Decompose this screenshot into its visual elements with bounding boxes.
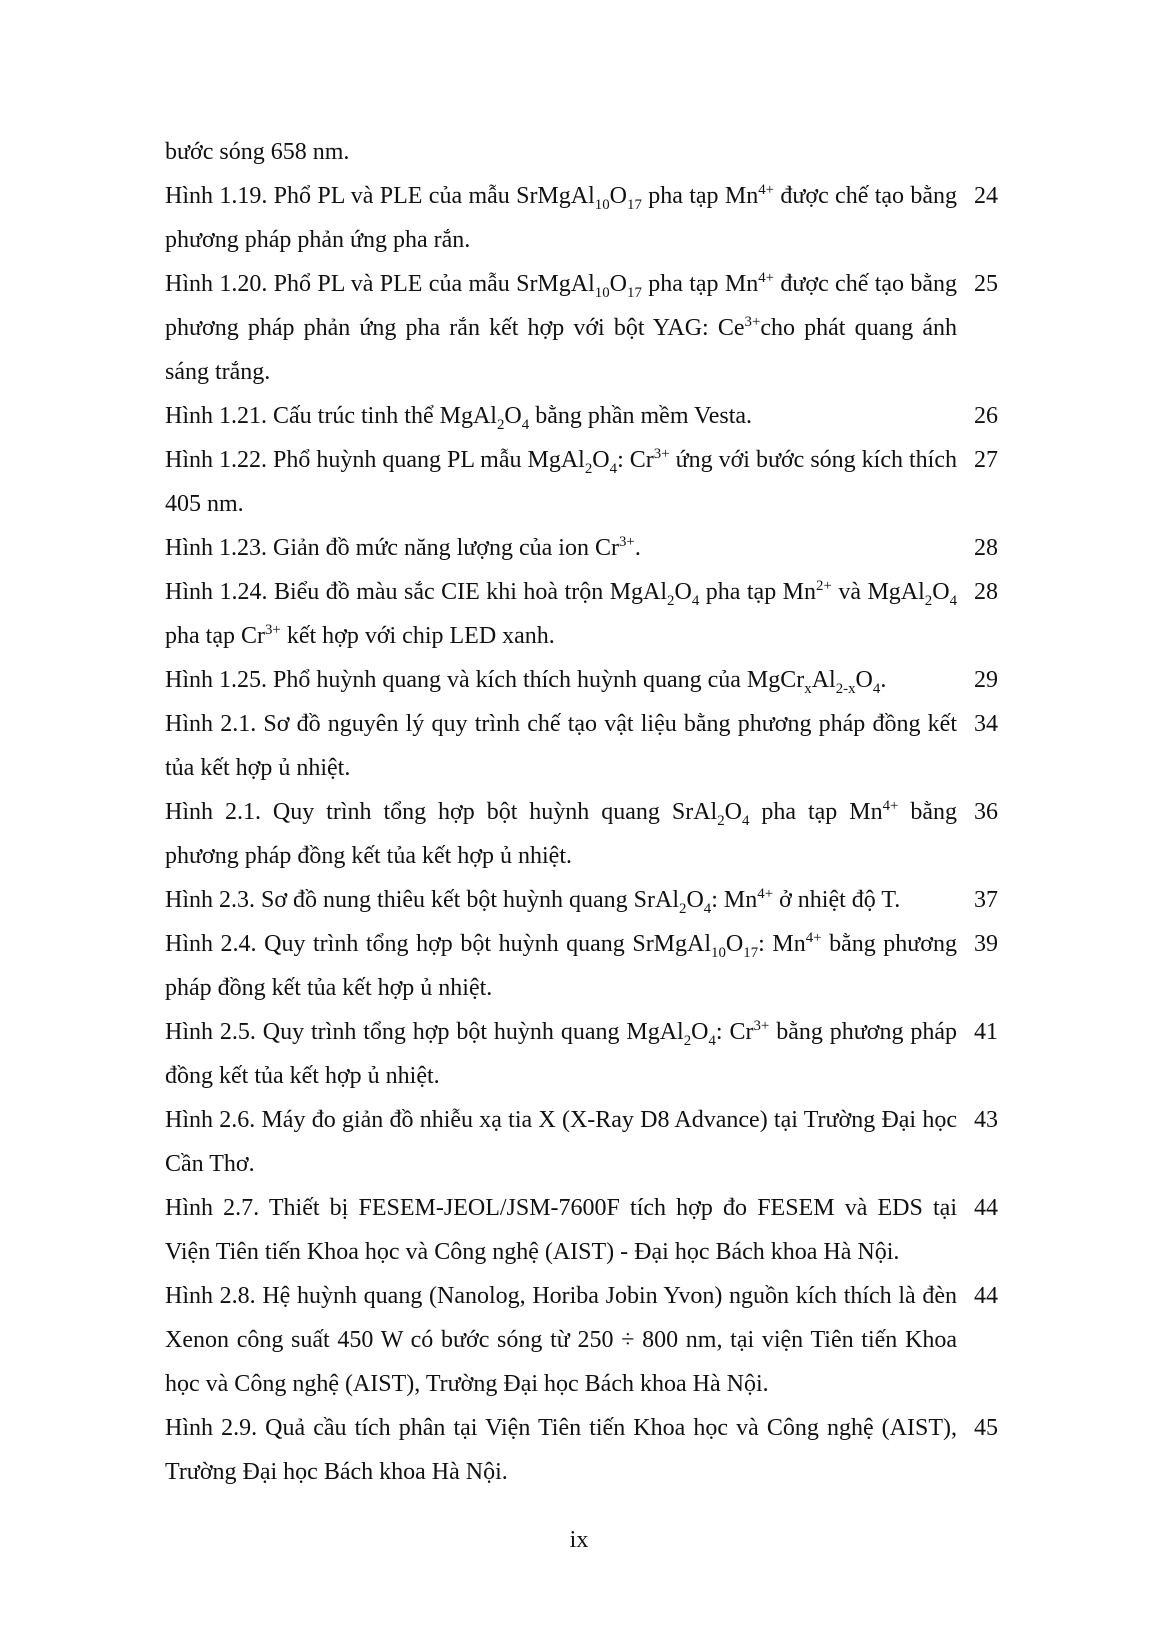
figure-entry bbox=[165, 1274, 998, 1406]
figure-page-number: 39 bbox=[974, 931, 998, 957]
figure-page-number: 27 bbox=[974, 447, 998, 473]
figure-entry bbox=[165, 702, 998, 790]
figure-page-number: 43 bbox=[974, 1107, 998, 1133]
figure-entry bbox=[165, 526, 998, 570]
figure-caption: Hình 1.25. Phổ huỳnh quang và kích thích huỳnh quang của $MgCr_xAl_{2-x}O_4$. bbox=[165, 667, 887, 697]
figure-caption: Hình 1.23. Giản đồ mức năng lượng của ion $Cr^{3+}$. bbox=[165, 534, 641, 561]
figure-caption: Hình 1.19. Phổ PL và PLE của mẫu $SrMgAl_{10}O_{17}$ pha tạp $Mn^{4+}$ được chế tạo bằng phương pháp phản ứng pha rắn. bbox=[165, 182, 958, 253]
figure-caption: Hình 2.6. Máy đo giản đồ nhiễu xạ tia X (X-Ray D8 Advance) tại Trường Đại học Cần Thơ. bbox=[165, 1107, 957, 1177]
figure-caption: Hình 1.24. Biểu đồ màu sắc CIE khi hoà trộn $MgAl_2O_4$ pha tạp $Mn^{2+}$ và $MgAl_2O_4$ pha tạp $Cr^{3+}$ kết hợp với chip LED xanh. bbox=[165, 578, 958, 649]
figure-caption: Hình 2.9. Quả cầu tích phân tại Viện Tiên tiến Khoa học và Công nghệ (AIST), Trường Đại học Bách khoa Hà Nội. bbox=[165, 1415, 957, 1485]
figure-caption: Hình 2.3. Sơ đồ nung thiêu kết bột huỳnh quang $SrAl_2O_4$: $Mn^{4+}$ ở nhiệt độ T. bbox=[165, 886, 901, 917]
figure-page-number: 36 bbox=[974, 799, 998, 825]
figure-list bbox=[165, 130, 998, 1494]
figure-caption: Hình 1.20. Phổ PL và PLE của mẫu $SrMgAl_{10}O_{17}$ pha tạp $Mn^{4+}$ được chế tạo bằng phương pháp phản ứng pha rắn kết hợp với bột YAG: $Ce^{3+}cho$ phát quang ánh sáng trắng. bbox=[165, 270, 958, 385]
figure-entry bbox=[165, 1406, 998, 1494]
figure-page-number: 29 bbox=[974, 667, 998, 693]
figure-entry bbox=[165, 878, 998, 922]
page-number: ix bbox=[569, 1527, 589, 1553]
figure-entry bbox=[165, 790, 998, 878]
figure-entry bbox=[165, 922, 998, 1010]
figure-page-number: 41 bbox=[974, 1019, 998, 1045]
figure-entry bbox=[165, 1098, 998, 1186]
figure-caption: Hình 2.5. Quy trình tổng hợp bột huỳnh quang $MgAl_2O_4$: $Cr^{3+}$ bằng phương pháp đồng kết tủa kết hợp ủ nhiệt. bbox=[165, 1018, 957, 1089]
figure-page-number: 28 bbox=[974, 535, 998, 561]
figure-entry bbox=[165, 130, 998, 174]
figure-caption: Hình 2.4. Quy trình tổng hợp bột huỳnh quang $SrMgAl_{10}O_{17}$: $Mn^{4+}$ bằng phương pháp đồng kết tủa kết hợp ủ nhiệt. bbox=[165, 930, 957, 1001]
figure-page-number: 44 bbox=[974, 1195, 998, 1221]
figure-caption: Hình 2.1. Quy trình tổng hợp bột huỳnh quang $SrAl_2O_4$ pha tạp $Mn^{4+}$ bằng phương pháp đồng kết tủa kết hợp ủ nhiệt. bbox=[165, 798, 958, 869]
figure-page-number: 45 bbox=[974, 1415, 998, 1441]
figure-entry bbox=[165, 658, 998, 702]
figure-entry bbox=[165, 570, 998, 658]
figure-entry bbox=[165, 394, 998, 438]
figure-caption: Hình 2.1. Sơ đồ nguyên lý quy trình chế tạo vật liệu bằng phương pháp đồng kết tủa kết hợp ủ nhiệt. bbox=[165, 711, 957, 781]
figure-page-number: 28 bbox=[974, 579, 998, 605]
figure-entry bbox=[165, 174, 998, 262]
figure-caption: Hình 1.22. Phổ huỳnh quang PL mẫu $MgAl_2O_4$: $Cr^{3+}$ ứng với bước sóng kích thích 405 nm. bbox=[165, 446, 957, 517]
figure-caption: Hình 2.8. Hệ huỳnh quang (Nanolog, Horiba Jobin Yvon) nguồn kích thích là đèn Xenon công suất 450 W có bước sóng từ 250 ÷ 800 nm, tại viện Tiên tiến Khoa học và Công nghệ (AIST), Trường Đại học Bách khoa Hà Nội. bbox=[165, 1283, 957, 1397]
figure-page-number: 26 bbox=[974, 403, 998, 429]
figure-page-number: 44 bbox=[974, 1283, 998, 1309]
figure-page-number: 37 bbox=[974, 887, 998, 913]
figure-page-number: 25 bbox=[974, 271, 998, 297]
figure-entry bbox=[165, 1186, 998, 1274]
figure-entry bbox=[165, 262, 998, 394]
figure-page-number: 34 bbox=[974, 711, 998, 737]
figure-page-number: 24 bbox=[974, 183, 998, 209]
figure-caption: Hình 2.7. Thiết bị FESEM-JEOL/JSM-7600F tích hợp đo FESEM và EDS tại Viện Tiên tiến Khoa học và Công nghệ (AIST) - Đại học Bách khoa Hà Nội. bbox=[165, 1195, 957, 1265]
figure-entry bbox=[165, 438, 998, 526]
figure-entry bbox=[165, 1010, 998, 1098]
figure-caption: bước sóng 658 nm. bbox=[165, 139, 350, 165]
figure-caption: Hình 1.21. Cấu trúc tinh thể $MgAl_2O_4$ bằng phần mềm Vesta. bbox=[165, 403, 753, 433]
